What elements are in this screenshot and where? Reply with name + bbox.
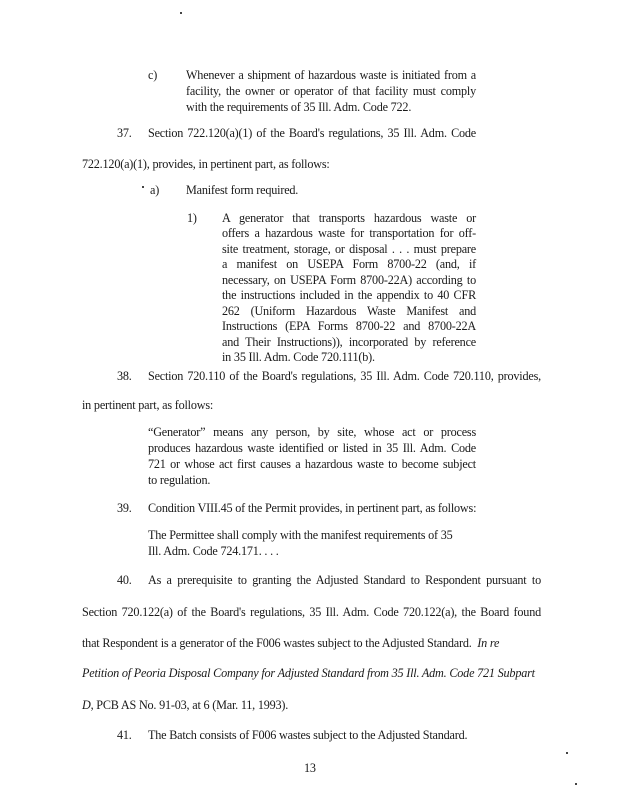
item-1-line: A generator that transports hazardous waste or [222, 211, 476, 225]
item-1-line: Instructions (EPA Forms 8700-22 and 8700-22A [222, 319, 476, 333]
case-citation: In re [477, 636, 500, 650]
paragraph-number: 39. [117, 501, 132, 515]
quote-38-line: produces hazardous waste identified or listed in 35 Ill. Adm. Code [148, 441, 476, 455]
paragraph-40-line: Section 720.122(a) of the Board's regulations, 35 Ill. Adm. Code 720.122(a), the Board found [82, 605, 541, 619]
item-a-label: a) [150, 183, 160, 197]
paragraph-38-line: in pertinent part, as follows: [82, 398, 214, 412]
quote-39-line: The Permittee shall comply with the manifest requirements of 35 [148, 528, 453, 542]
paragraph-39-line: Condition VIII.45 of the Permit provides, in pertinent part, as follows: [148, 501, 477, 515]
quote-38-line: 721 or whose act first causes a hazardous waste to become subject [148, 457, 476, 471]
item-1-line: necessary, on USEPA Form 8700-22A) according to [222, 273, 476, 287]
paragraph-37-line: Section 722.120(a)(1) of the Board's regulations, 35 Ill. Adm. Code [148, 126, 476, 140]
item-1-line: the instructions included in the appendix to 40 CFR [222, 288, 476, 302]
item-1-line: in 35 Ill. Adm. Code 720.111(b). [222, 350, 375, 364]
paragraph-40-line: As a prerequisite to granting the Adjusted Standard to Respondent pursuant to [148, 573, 541, 587]
paragraph-number: 41. [117, 728, 132, 742]
paragraph-number: 40. [117, 573, 132, 587]
paragraph-40-text: that Respondent is a generator of the F006 wastes subject to the Adjusted Standard. [82, 636, 472, 650]
paragraph-41-line: The Batch consists of F006 wastes subject to the Adjusted Standard. [148, 728, 468, 742]
quote-38-line: to regulation. [148, 473, 211, 487]
page-number: 13 [304, 761, 316, 775]
item-1-line: site treatment, storage, or disposal . . . must prepare [222, 242, 476, 256]
paragraph-38-line: Section 720.110 of the Board's regulations, 35 Ill. Adm. Code 720.110, provides, [148, 369, 541, 383]
item-c-line: Whenever a shipment of hazardous waste is initiated from a [186, 68, 476, 82]
item-1-line: 262 (Uniform Hazardous Waste Manifest and [222, 304, 476, 318]
case-citation [82, 666, 535, 680]
paragraph-40-line [82, 636, 499, 650]
item-c-line: facility, the owner or operator of that facility must comply [186, 84, 476, 98]
item-c-label: c) [148, 68, 158, 82]
item-1-line: and Their Instructions)), incorporated by reference [222, 335, 476, 349]
paragraph-37-line: 722.120(a)(1), provides, in pertinent part, as follows: [82, 157, 330, 171]
quote-39-line: Ill. Adm. Code 724.171. . . . [148, 544, 279, 558]
quote-38-line: “Generator” means any person, by site, whose act or process [148, 425, 476, 439]
item-1-line: a manifest on USEPA Form 8700-22 (and, if [222, 257, 476, 271]
paragraph-number: 38. [117, 369, 132, 383]
case-citation-text: D [82, 698, 91, 712]
item-1-label: 1) [187, 211, 197, 225]
paragraph-40-text: , PCB AS No. 91-03, at 6 (Mar. 11, 1993). [90, 698, 289, 712]
item-c-line: with the requirements of 35 Ill. Adm. Code 722. [186, 100, 412, 114]
paragraph-40-line [82, 698, 288, 712]
item-1-line: offers a hazardous waste for transportation for off- [222, 226, 476, 240]
paragraph-number: 37. [117, 126, 132, 140]
case-citation-text: Petition of Peoria Disposal Company for Adjusted Standard from 35 Ill. Adm. Code 721 Subpart [82, 666, 535, 680]
item-a-heading: Manifest form required. [186, 183, 299, 197]
